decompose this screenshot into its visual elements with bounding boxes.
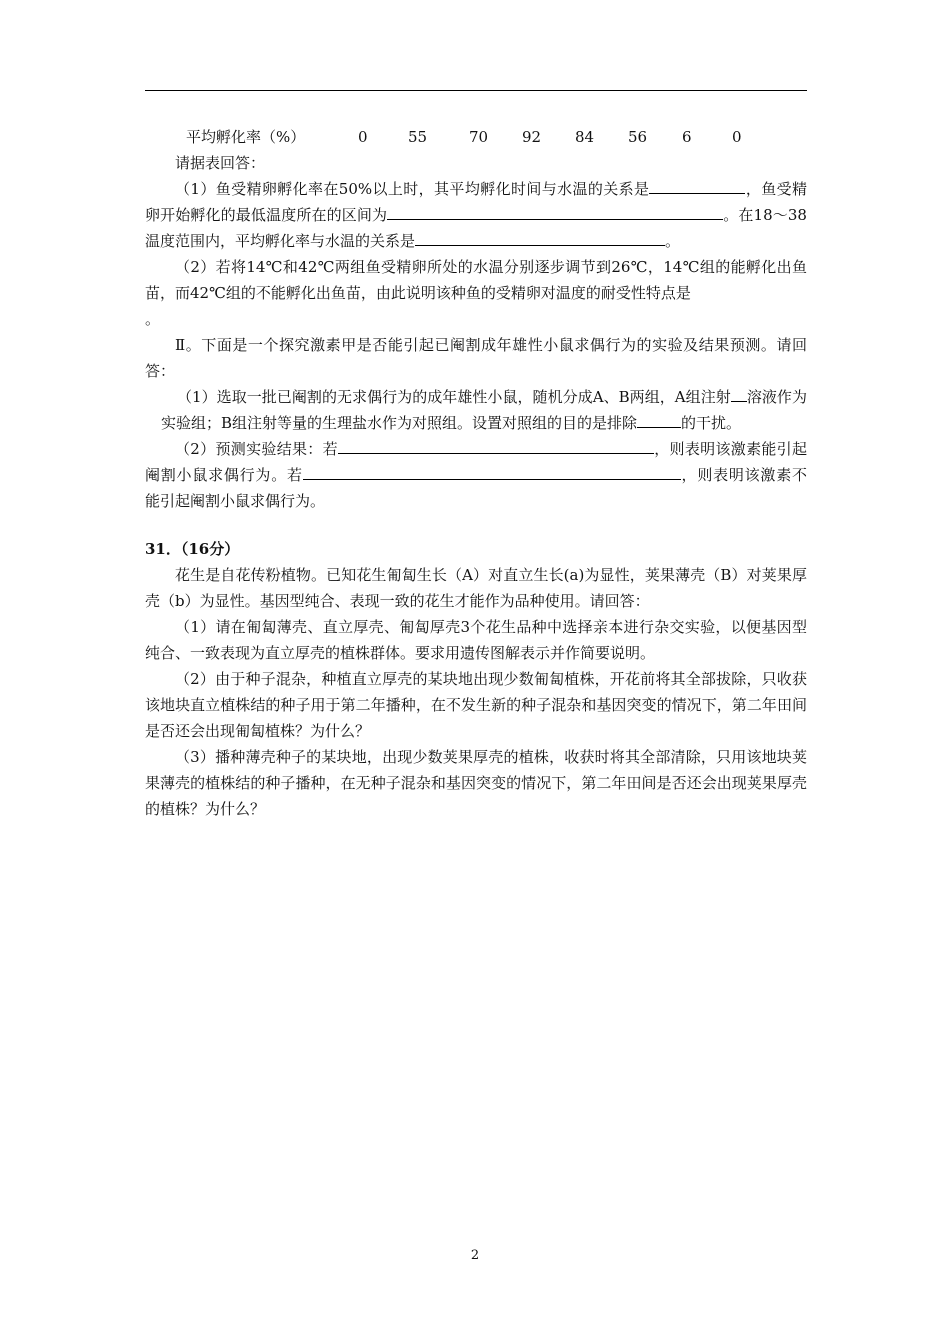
question-31-title: 31．（16分） — [145, 540, 240, 558]
answer-blank[interactable] — [387, 202, 723, 220]
answer-blank[interactable] — [303, 462, 681, 480]
answer-blank[interactable] — [649, 176, 745, 194]
part1-intro: 请据表回答： — [175, 154, 266, 172]
header-rule — [145, 90, 807, 91]
table-cell: 84 — [575, 128, 595, 146]
question-31-part-3: （3）播种薄壳种子的某块地，出现少数荚果厚壳的植株，收获时将其全部清除，只用该地块荚果薄壳的植株结的种子播种，在无种子混杂和基因突变的情况下，第二年田间是否还会出现荚果厚壳的植株？为什么？ — [145, 748, 807, 818]
table-cell: 55 — [408, 128, 428, 146]
part2-intro: Ⅱ。下面是一个探究激素甲是否能引起已阉割成年雄性小鼠求偶行为的实验及结果预测。请回答： — [145, 336, 807, 380]
part2-question-1: （1）选取一批已阉割的无求偶行为的成年雄性小鼠，随机分成A、B两组，A组注射 溶液作为实验组；B组注射等量的生理盐水作为对照组。设置对照组的目的是排除 的干扰。 — [145, 384, 807, 436]
answer-blank[interactable] — [415, 228, 665, 246]
table-cell: 70 — [469, 128, 489, 146]
table-cell: 6 — [682, 128, 692, 146]
answer-blank[interactable] — [338, 436, 654, 454]
question-31-part-1: （1）请在匍匐薄壳、直立厚壳、匍匐厚壳3个花生品种中选择亲本进行杂交实验，以便基因型纯合、一致表现为直立厚壳的植株群体。要求用遗传图解表示并作简要说明。 — [145, 618, 807, 662]
table-cell: 92 — [522, 128, 542, 146]
part1-question-2: （2）若将14℃和42℃两组鱼受精卵所处的水温分别逐步调节到26℃，14℃组的能孵化出鱼苗，而42℃组的不能孵化出鱼苗，由此说明该种鱼的受精卵对温度的耐受性特点是 。 — [145, 258, 807, 328]
question-31-intro: 花生是自花传粉植物。已知花生匍匐生长（A）对直立生长(a)为显性，荚果薄壳（B）对荚果厚壳（b）为显性。基因型纯合、表现一致的花生才能作为品种使用。请回答： — [145, 566, 807, 610]
table-cell: 56 — [628, 128, 648, 146]
answer-blank[interactable] — [637, 410, 681, 428]
page-number: 2 — [470, 1248, 480, 1263]
part1-question-1: （1）鱼受精卵孵化率在50%以上时，其平均孵化时间与水温的关系是 ，鱼受精卵开始孵化的最低温度所在的区间为 。在18～38温度范围内，平均孵化率与水温的关系是 。 — [145, 176, 807, 254]
document-body — [145, 150, 807, 822]
table-cell: 0 — [358, 128, 368, 146]
table-cell: 0 — [732, 128, 742, 146]
question-31-part-2: （2）由于种子混杂，种植直立厚壳的某块地出现少数匍匐植株，开花前将其全部拔除，只收获该地块直立植株结的种子用于第二年播种，在不发生新的种子混杂和基因突变的情况下，第二年田间是否还会出现匍匐植株？为什么？ — [145, 670, 807, 740]
row-label: 平均孵化率（%） — [186, 128, 306, 146]
answer-blank[interactable] — [731, 384, 747, 402]
part2-question-2: （2）预测实验结果：若 ，则表明该激素能引起阉割小鼠求偶行为。若 ，则表明该激素不能引起阉割小鼠求偶行为。 — [145, 436, 807, 514]
